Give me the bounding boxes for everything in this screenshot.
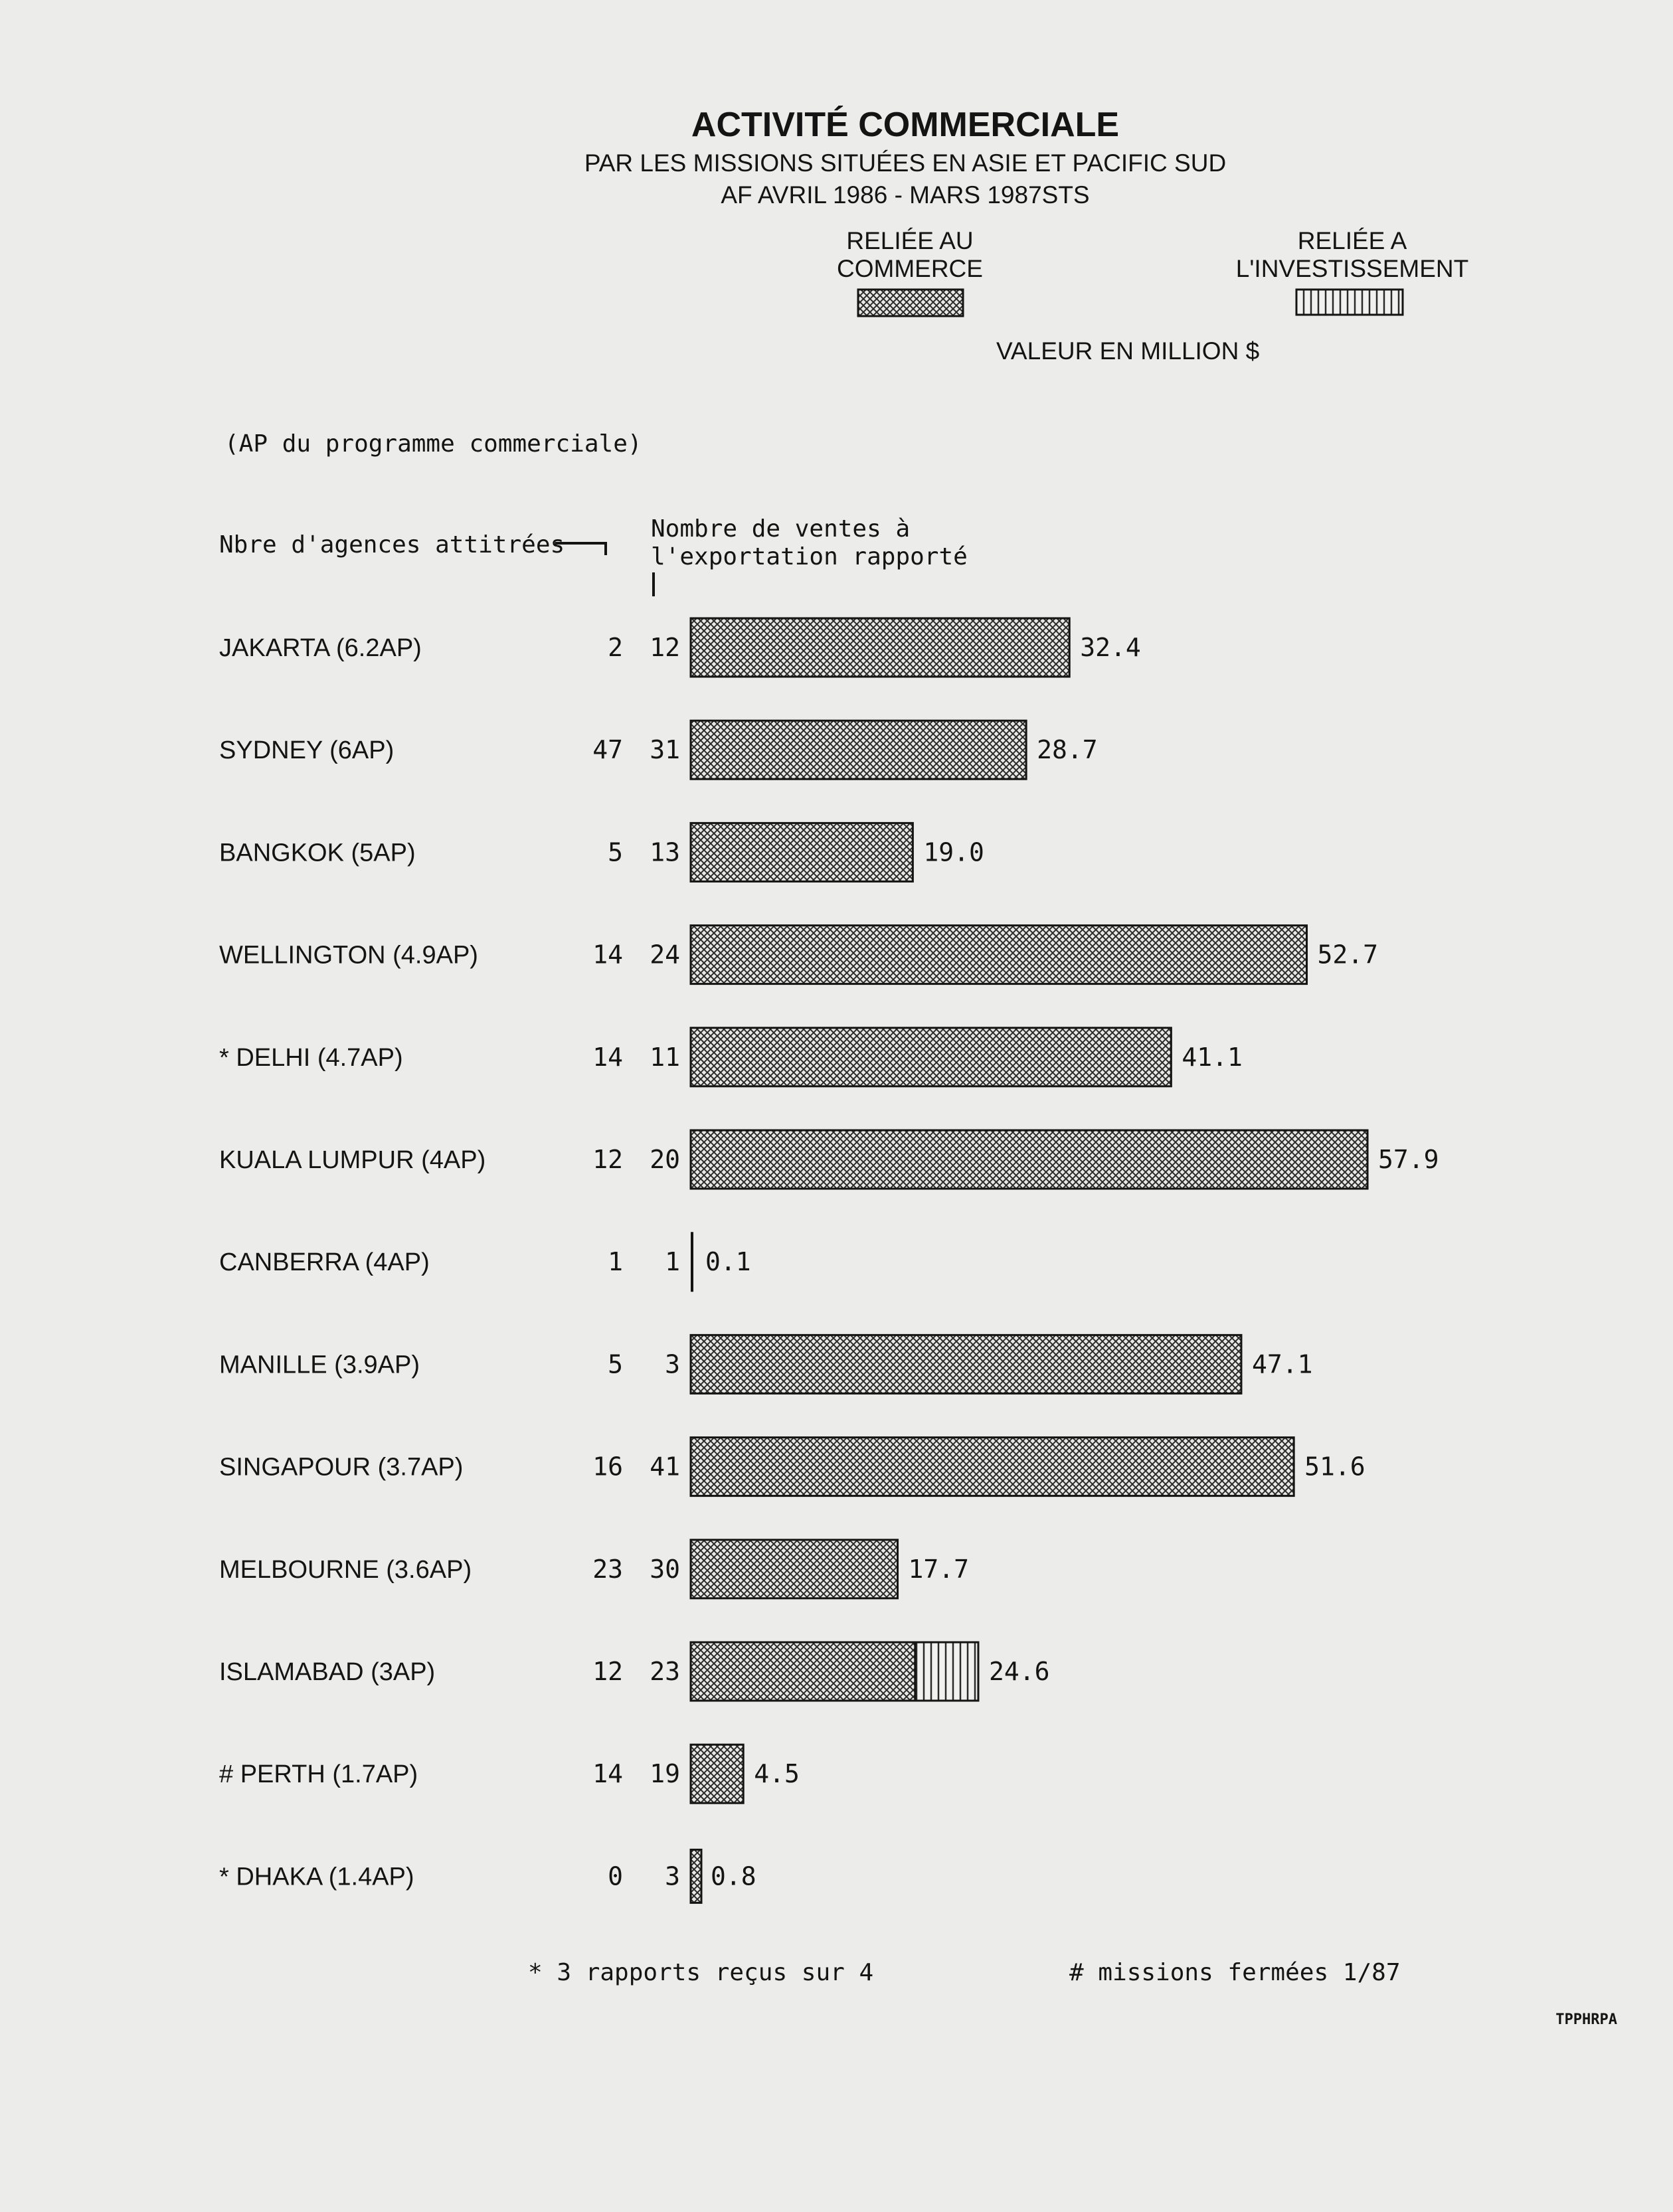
- value-label: 0.8: [711, 1861, 756, 1891]
- mission-label: MANILLE (3.9AP): [219, 1351, 420, 1379]
- sales-value: 31: [650, 735, 680, 765]
- chart-rows: [219, 618, 1439, 1903]
- agencies-value: 1: [608, 1247, 623, 1277]
- value-label: 17.7: [908, 1554, 970, 1584]
- legend-invest-line1: RELIÉE A: [1297, 227, 1407, 254]
- agencies-value: 16: [592, 1452, 623, 1482]
- value-bar: [691, 926, 1307, 984]
- chart-row: [219, 618, 1141, 677]
- chart-title: ACTIVITÉ COMMERCIALE: [691, 106, 1120, 144]
- doc-code: TPPHRPA: [1555, 2011, 1617, 2028]
- chart-row: [219, 1642, 1049, 1701]
- value-bar: [691, 1130, 1367, 1189]
- value-label: 57.9: [1378, 1145, 1439, 1174]
- mission-label: KUALA LUMPUR (4AP): [219, 1146, 486, 1174]
- agencies-value: 2: [608, 633, 623, 662]
- value-label: 0.1: [705, 1247, 751, 1277]
- sales-value: 3: [665, 1861, 680, 1891]
- agencies-value: 23: [592, 1554, 623, 1584]
- sales-value: 11: [650, 1042, 680, 1072]
- agencies-value: 0: [608, 1861, 623, 1891]
- mission-label: # PERTH (1.7AP): [219, 1760, 418, 1789]
- chart-row: [219, 823, 984, 881]
- agencies-value: 47: [592, 735, 623, 765]
- sales-value: 19: [650, 1759, 680, 1789]
- sales-value: 1: [665, 1247, 680, 1277]
- chart-row: [219, 1335, 1312, 1393]
- value-label: 32.4: [1080, 633, 1141, 662]
- chart-subtitle-1: PAR LES MISSIONS SITUÉES EN ASIE ET PACIFIC SUD: [584, 149, 1227, 177]
- value-label: 28.7: [1037, 735, 1098, 765]
- agencies-value: 14: [592, 1042, 623, 1072]
- chart-row: [219, 721, 1098, 779]
- program-note: (AP du programme commerciale): [224, 430, 642, 458]
- value-label: 52.7: [1317, 940, 1379, 970]
- sales-value: 13: [650, 837, 680, 867]
- value-label: 4.5: [754, 1759, 800, 1789]
- value-bar: [691, 823, 913, 881]
- sales-value: 20: [650, 1145, 680, 1174]
- chart-row: [219, 1744, 800, 1803]
- mission-label: SYDNEY (6AP): [219, 736, 395, 765]
- chart-row: [219, 926, 1378, 984]
- value-label: 41.1: [1182, 1042, 1243, 1072]
- agencies-value: 5: [608, 837, 623, 867]
- footnote-hash: # missions fermées 1/87: [1069, 1959, 1401, 1986]
- chart-subtitle-2: AF AVRIL 1986 - MARS 1987STS: [721, 181, 1090, 209]
- mission-label: WELLINGTON (4.9AP): [219, 941, 478, 970]
- chart-row: [219, 1130, 1439, 1189]
- value-label: 19.0: [923, 837, 984, 867]
- footnote-star: * 3 rapports reçus sur 4: [528, 1959, 874, 1986]
- chart-row: [219, 1232, 751, 1292]
- sales-value: 12: [650, 633, 680, 662]
- chart-row: [219, 1028, 1243, 1086]
- value-label: 51.6: [1304, 1452, 1365, 1482]
- mission-label: SINGAPOUR (3.7AP): [219, 1453, 464, 1482]
- sales-value: 23: [650, 1657, 680, 1686]
- col-agencies-label: Nbre d'agences attitrées: [219, 531, 565, 558]
- legend-invest-line2: L'INVESTISSEMENT: [1235, 255, 1469, 282]
- legend-invest-swatch: [1296, 290, 1403, 315]
- value-bar: [691, 1028, 1171, 1086]
- value-unit-label: VALEUR EN MILLION $: [996, 337, 1260, 365]
- value-bar: [691, 1438, 1294, 1496]
- mission-label: * DELHI (4.7AP): [219, 1043, 403, 1072]
- value-bar: [691, 1335, 1241, 1393]
- legend-commerce-line2: COMMERCE: [837, 255, 983, 282]
- value-label: 47.1: [1251, 1349, 1313, 1379]
- value-bar: [691, 1744, 743, 1803]
- chart-row: [219, 1540, 969, 1598]
- chart-row: [219, 1438, 1365, 1496]
- value-label: 24.6: [988, 1657, 1050, 1686]
- legend-commerce-line1: RELIÉE AU: [846, 227, 974, 254]
- sales-value: 3: [665, 1349, 680, 1379]
- legend: [837, 227, 1468, 316]
- mission-label: MELBOURNE (3.6AP): [219, 1555, 472, 1584]
- sales-value: 30: [650, 1554, 680, 1584]
- col-sales-label-2: l'exportation rapporté: [651, 543, 968, 570]
- agencies-value: 14: [592, 940, 623, 970]
- value-bar: [691, 721, 1026, 779]
- mission-label: BANGKOK (5AP): [219, 839, 416, 867]
- mission-label: ISLAMABAD (3AP): [219, 1658, 436, 1686]
- value-bar: [691, 1540, 898, 1598]
- sales-value: 24: [650, 940, 680, 970]
- sales-value: 41: [650, 1452, 680, 1482]
- chart-row: [219, 1849, 756, 1903]
- value-bar: [691, 1849, 701, 1903]
- mission-label: JAKARTA (6.2AP): [219, 634, 422, 662]
- legend-commerce-swatch: [858, 290, 963, 316]
- agencies-value: 12: [592, 1145, 623, 1174]
- invest-bar: [915, 1642, 978, 1701]
- agencies-value: 5: [608, 1349, 623, 1379]
- col-sales-label-1: Nombre de ventes à: [651, 515, 911, 543]
- agencies-value: 14: [592, 1759, 623, 1789]
- value-bar: [691, 618, 1069, 677]
- mission-label: CANBERRA (4AP): [219, 1248, 430, 1277]
- agencies-value: 12: [592, 1657, 623, 1686]
- mission-label: * DHAKA (1.4AP): [219, 1863, 414, 1891]
- value-bar: [691, 1642, 915, 1701]
